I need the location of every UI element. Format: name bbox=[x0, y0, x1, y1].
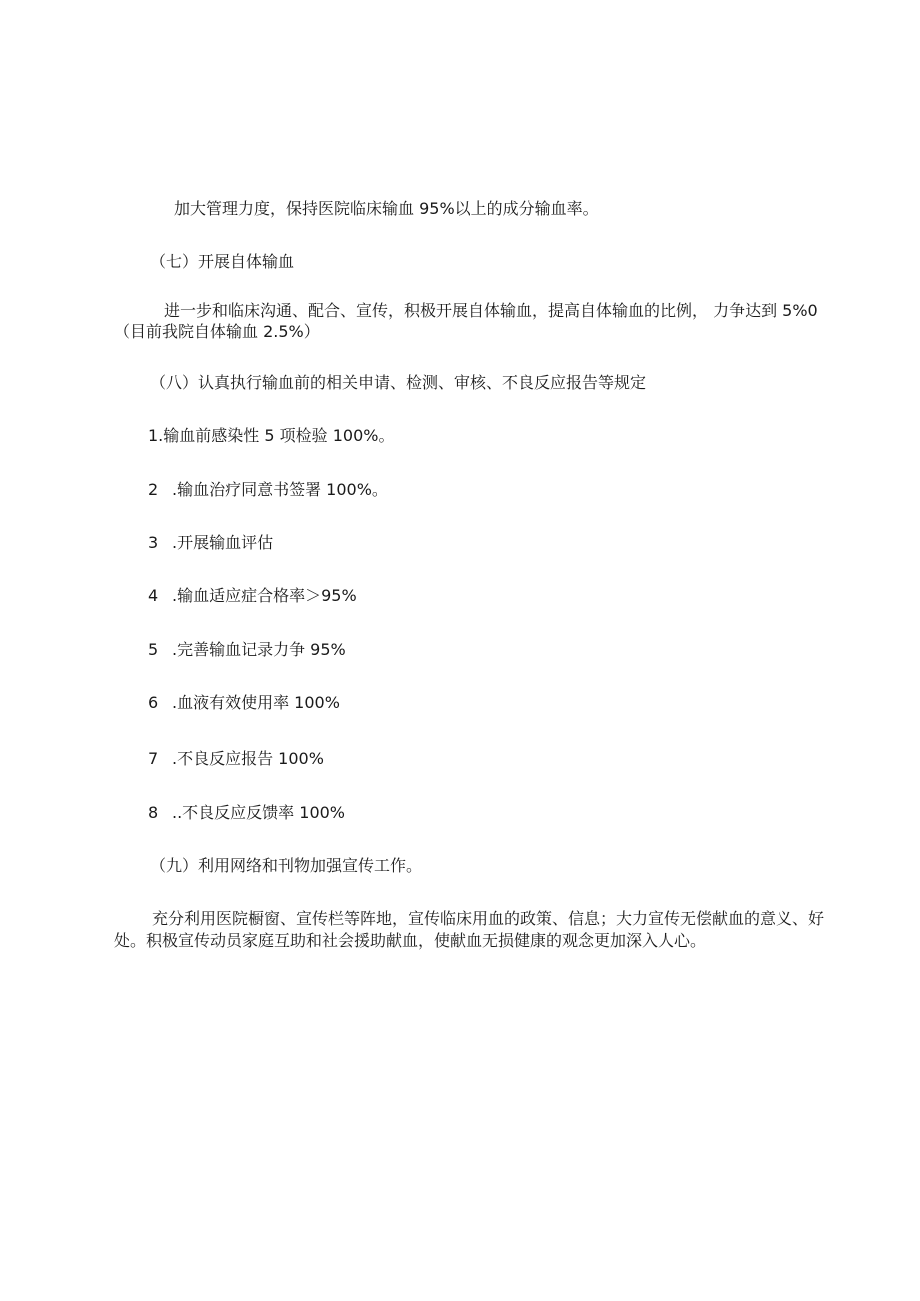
list-item bbox=[148, 532, 273, 554]
list-item bbox=[148, 748, 324, 770]
list-item bbox=[148, 692, 340, 714]
list-item-text: 1.输血前感染性 5 项检验 100%。 bbox=[148, 426, 395, 445]
list-item-text: .血液有效使用率 100% bbox=[172, 693, 340, 712]
list-item bbox=[148, 425, 394, 447]
list-item bbox=[148, 585, 357, 607]
list-item-text: .不良反应报告 100% bbox=[172, 749, 324, 768]
list-item-text: .输血适应症合格率＞95% bbox=[172, 586, 357, 605]
paragraph-autologous-line2: （目前我院自体输血 2.5%） bbox=[114, 322, 320, 341]
list-item-number: 8 bbox=[148, 803, 159, 822]
section-heading-7: （七）开展自体输血 bbox=[150, 252, 295, 271]
paragraph-autologous-line1: 进一步和临床沟通、配合、宣传，积极开展自体输血，提高自体输血的比例， 力争达到 5%0 bbox=[164, 301, 818, 320]
list-item-number: 2 bbox=[148, 480, 159, 499]
list-item-text: .输血治疗同意书签署 100%。 bbox=[172, 480, 388, 499]
list-item bbox=[148, 802, 345, 824]
paragraph-publicity-line1: 充分利用医院橱窗、宣传栏等阵地，宣传临床用血的政策、信息；大力宣传无偿献血的意义、好 bbox=[152, 909, 825, 928]
section-heading-8: （八）认真执行输血前的相关申请、检测、审核、不良反应报告等规定 bbox=[150, 373, 647, 392]
list-item bbox=[148, 479, 388, 501]
list-item-number: 7 bbox=[148, 749, 159, 768]
list-item-number: 4 bbox=[148, 586, 159, 605]
list-item-number: 6 bbox=[148, 693, 159, 712]
paragraph-publicity-line2: 处。积极宣传动员家庭互助和社会援助献血，使献血无损健康的观念更加深入人心。 bbox=[114, 931, 707, 950]
list-item-number: 5 bbox=[148, 640, 159, 659]
paragraph-component-transfusion: 加大管理力度，保持医院临床输血 95%以上的成分输血率。 bbox=[174, 199, 599, 218]
list-item-text: ..不良反应反馈率 100% bbox=[172, 803, 346, 822]
list-item-text: .完善输血记录力争 95% bbox=[172, 640, 346, 659]
list-item bbox=[148, 639, 346, 661]
list-item-number: 3 bbox=[148, 533, 159, 552]
list-item-text: .开展输血评估 bbox=[172, 533, 274, 552]
section-heading-9: （九）利用网络和刊物加强宣传工作。 bbox=[150, 856, 423, 875]
